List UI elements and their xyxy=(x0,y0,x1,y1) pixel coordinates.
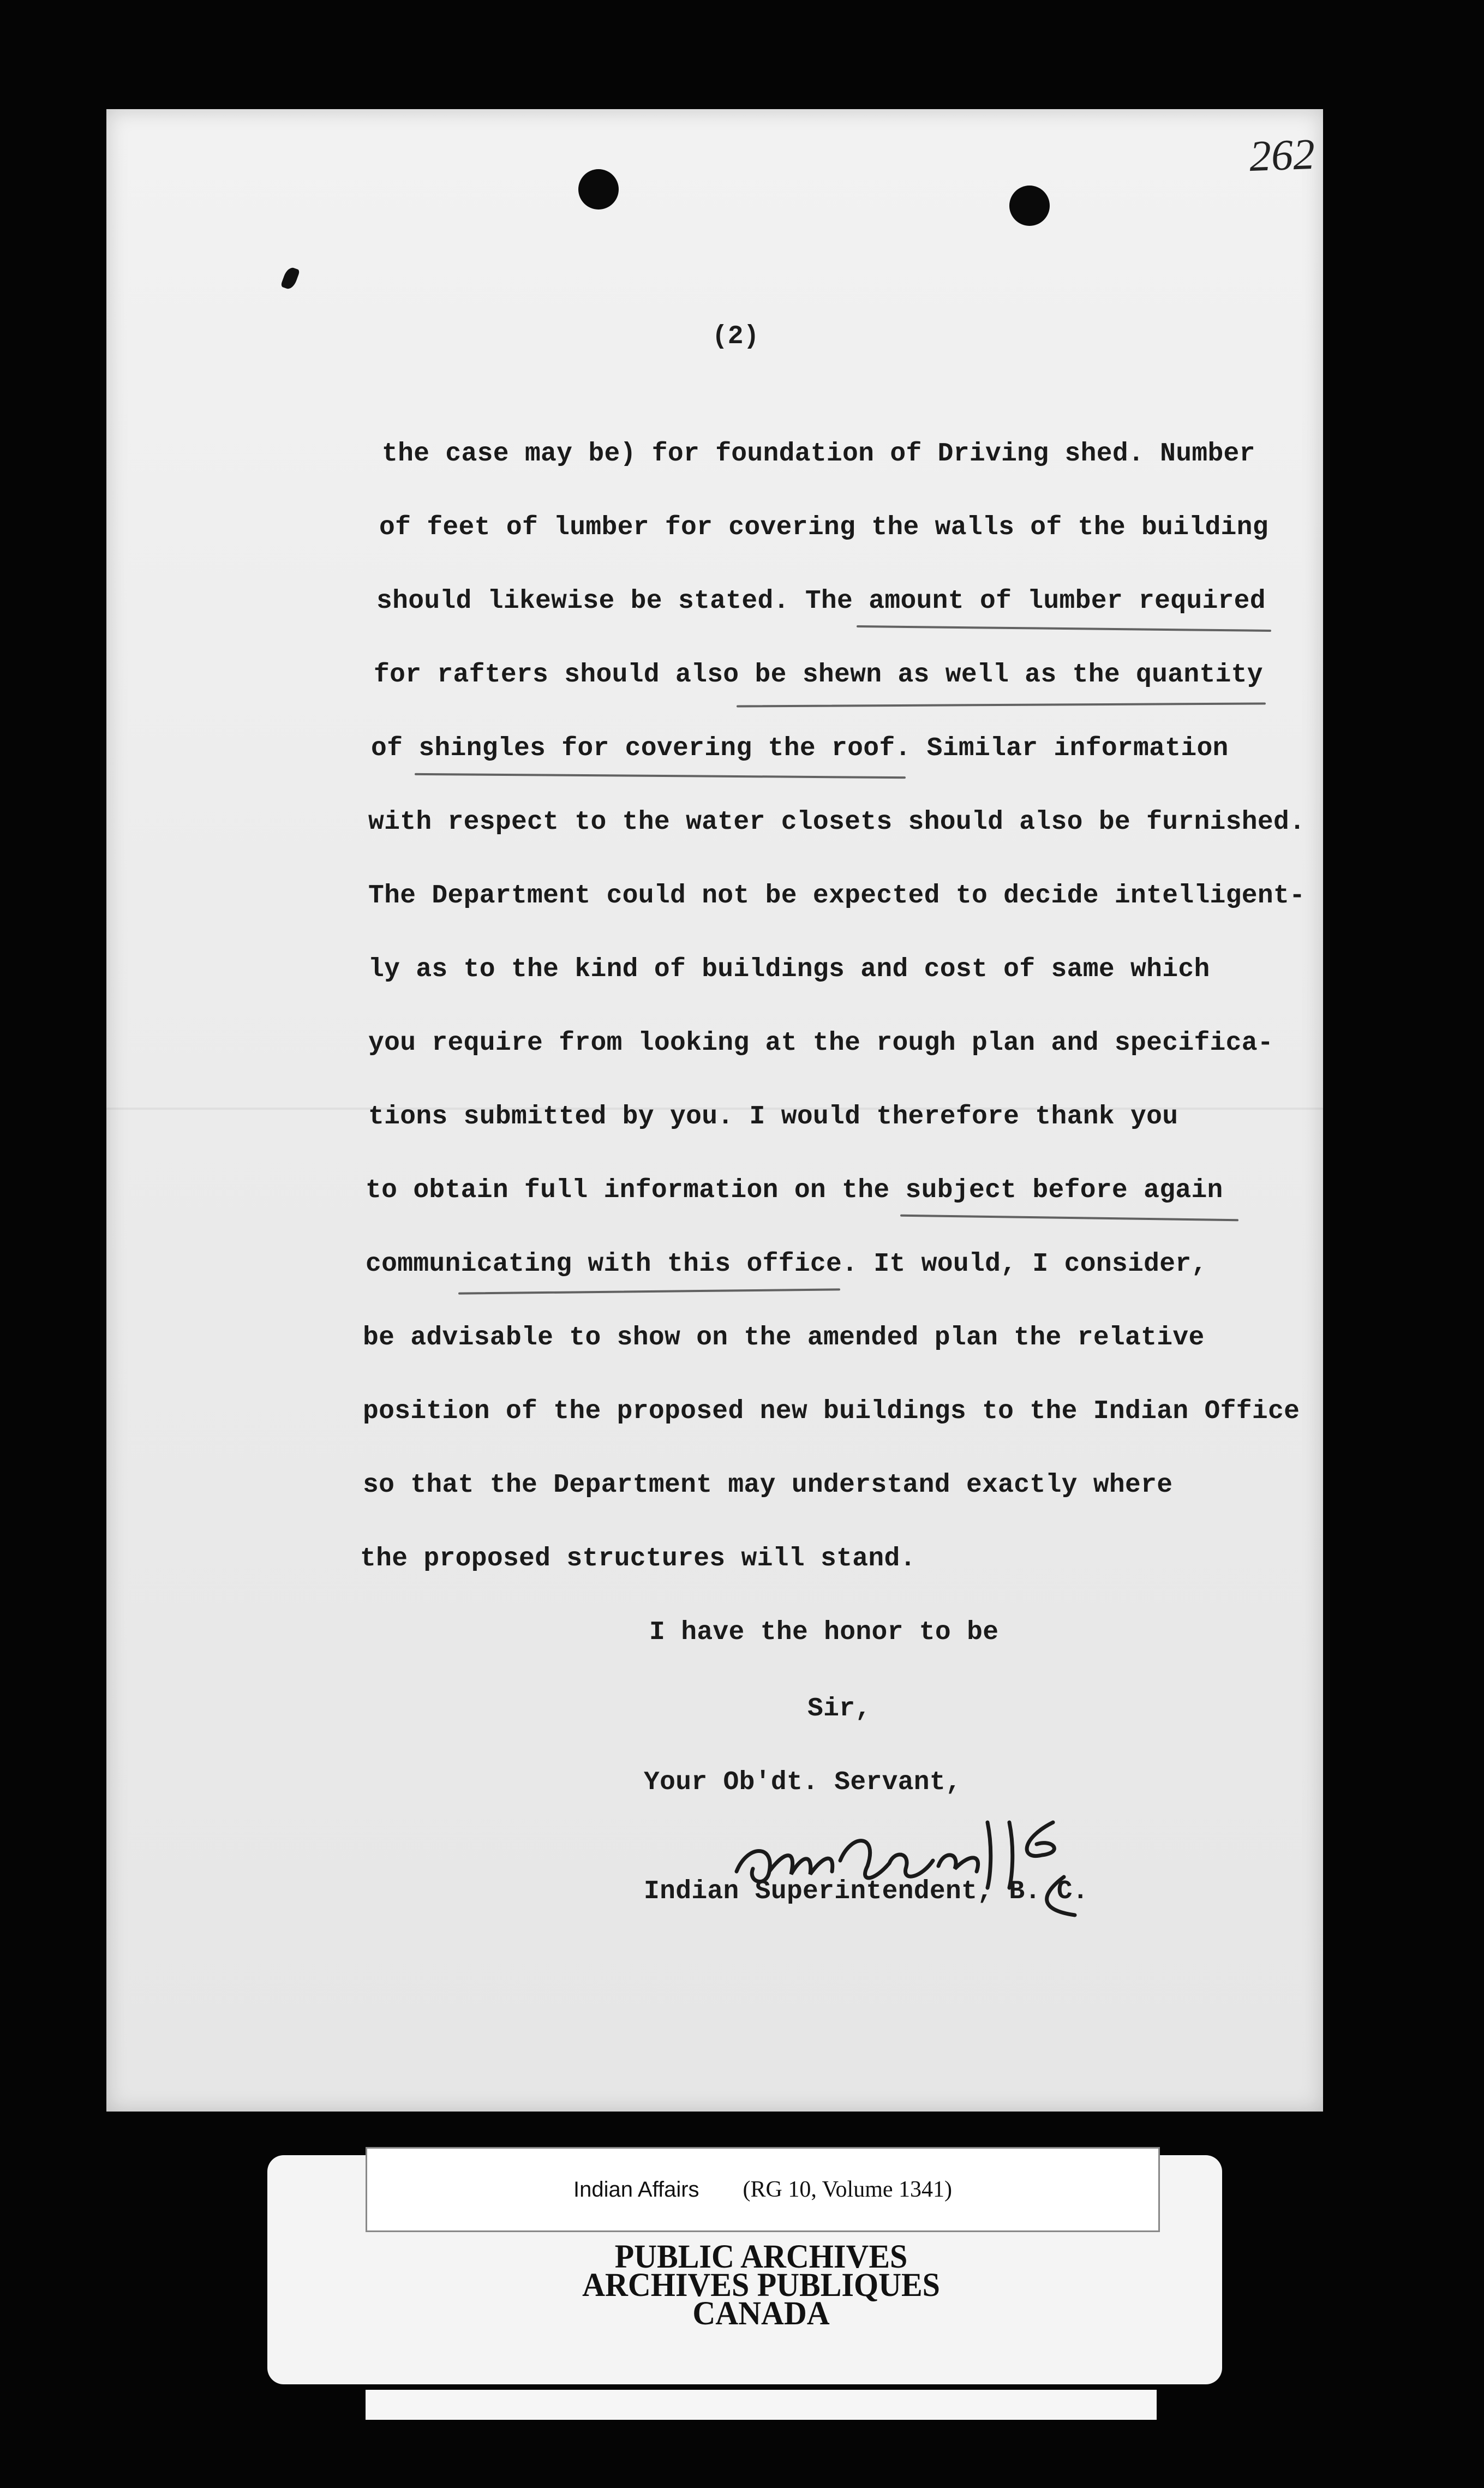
section-number: (2) xyxy=(712,322,759,351)
letter-line: be advisable to show on the amended plan the relative xyxy=(363,1323,1205,1353)
closing-salutation: Sir, xyxy=(807,1694,871,1724)
closing-honor: I have the honor to be xyxy=(649,1618,999,1647)
letter-line: for rafters should also be shewn as well as the quantity xyxy=(374,660,1263,690)
page-number: 262 xyxy=(1248,130,1316,181)
letter-line: so that the Department may understand exactly where xyxy=(363,1470,1173,1500)
letter-line: of feet of lumber for covering the walls of the building xyxy=(379,513,1268,542)
archive-stamp xyxy=(366,2238,1157,2332)
letter-line: tions submitted by you. I would therefore thank you xyxy=(368,1102,1178,1132)
letter-line: The Department could not be expected to decide intelligent- xyxy=(368,881,1306,911)
letter-line: communicating with this office. It would, I consider, xyxy=(366,1249,1207,1279)
volume-reference: (RG 10, Volume 1341) xyxy=(743,2177,952,2202)
label-lower-strip xyxy=(366,2390,1157,2420)
archive-name-fr: ARCHIVES PUBLIQUES xyxy=(582,2266,940,2304)
archive-reference-box xyxy=(366,2147,1160,2232)
letter-line: of shingles for covering the roof. Similar information xyxy=(371,734,1229,763)
letter-line: ly as to the kind of buildings and cost of same which xyxy=(368,955,1210,984)
punch-hole-left xyxy=(578,169,619,210)
letter-line: position of the proposed new buildings to the Indian Office xyxy=(363,1397,1300,1426)
letter-line: you require from looking at the rough plan and specifica- xyxy=(368,1028,1273,1058)
archive-name-en: PUBLIC ARCHIVES xyxy=(614,2238,908,2275)
closing-title: Indian Superintendent, B. C. xyxy=(644,1877,1088,1906)
letter-line: the case may be) for foundation of Driving shed. Number xyxy=(382,439,1255,469)
punch-hole-right xyxy=(1009,186,1050,226)
archive-country: CANADA xyxy=(692,2294,830,2332)
letter-line: should likewise be stated. The amount of lumber required xyxy=(376,587,1266,616)
fonds-name: Indian Affairs xyxy=(573,2177,699,2202)
letter-line: with respect to the water closets should also be furnished. xyxy=(368,808,1306,837)
letter-line: to obtain full information on the subject before again xyxy=(366,1176,1223,1205)
letter-line: the proposed structures will stand. xyxy=(360,1544,916,1574)
closing-servant: Your Ob'dt. Servant, xyxy=(644,1768,962,1797)
